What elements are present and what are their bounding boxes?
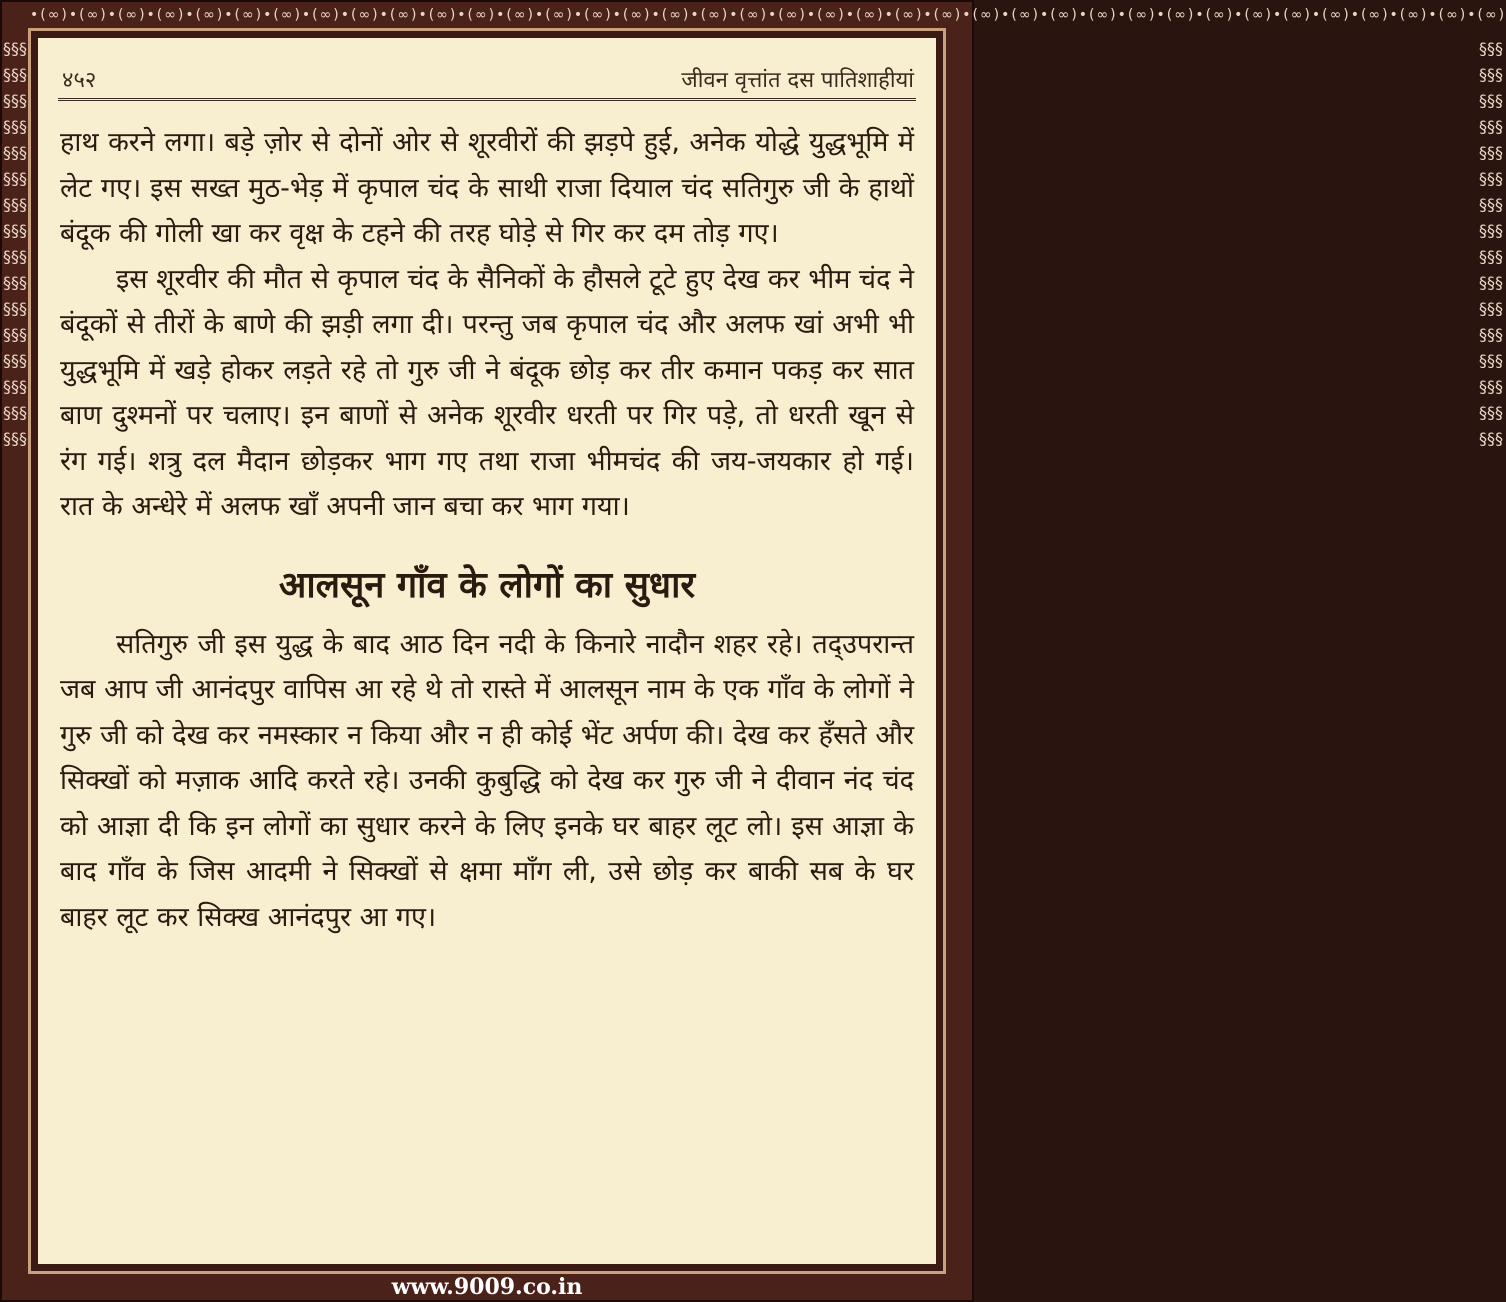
ornament-right: §§§§§§§§§§§§§§§§§§§§§§§§§§§§§§§§§§§§§§§§§§§§§§§§ <box>1479 39 1503 448</box>
paragraph: सतिगुरु जी इस युद्ध के बाद आठ दिन नदी के किनारे नादौन शहर रहे। तद्उपरान्त जब आप जी आनंदपुर वापिस आ रहे थे तो रास्ते में आलसून नाम के एक गाँव के लोगों ने गुरु जी को देख कर नमस्कार न किया और न ही कोई भेंट अर्पण की। देख कर हँसते और सिक्खों को मज़ाक आदि करते रहे। उनकी कुबुद्धि को देख कर गुरु जी ने दीवान नंद चंद को आज्ञा दी कि इन लोगों का सुधार करने के लिए इनके घर बाहर लूट लो। इस आज्ञा के बाद गाँव के जिस आदमी ने सिक्खों से क्षमा माँग ली, उसे छोड़ कर बाकी सब के घर बाहर लूट कर सिक्ख आनंदपुर आ गए। <box>60 628 914 933</box>
page-number: ४५२ <box>62 68 97 93</box>
paragraph: इस शूरवीर की मौत से कृपाल चंद के सैनिकों के हौसले टूटे हुए देख कर भीम चंद ने बंदूकों से तीरों के बाणे की झड़ी लगा दी। परन्तु जब कृपाल चंद और अलफ खां अभी भी युद्धभूमि में खड़े होकर लड़ते रहे तो गुरु जी ने बंदूक छोड़ कर तीर कमान पकड़ कर सात बाण दुश्मनों पर चलाए। इन बाणों से अनेक शूरवीर धरती पर गिर पड़े, तो धरती खून से रंग गई। शत्रु दल मैदान छोड़कर भाग गए तथा राजा भीमचंद की जय-जयकार हो गई। रात के अन्धेरे में अलफ खाँ अपनी जान बचा कर भाग गया। <box>60 263 914 522</box>
website-url: www.9009.co.in <box>391 1274 583 1300</box>
body-text <box>60 120 914 940</box>
ornament-left: §§§§§§§§§§§§§§§§§§§§§§§§§§§§§§§§§§§§§§§§§§§§§§§§ <box>3 39 27 448</box>
paragraph: हाथ करने लगा। बड़े ज़ोर से दोनों ओर से शूरवीरों की झड़पे हुई, अनेक योद्धे युद्धभूमि में लेट गए। इस सख्त मुठ-भेड़ में कृपाल चंद के साथी राजा दियाल चंद सतिगुरु जी के हाथों बंदूक की गोली खा कर वृक्ष के टहने की तरह घोड़े से गिर कर दम तोड़ गए। <box>60 127 914 249</box>
section-heading: आलसून गाँव के लोगों का सुधार <box>278 564 696 606</box>
running-title: जीवन वृत्तांत दस पातिशाहीयां <box>681 68 914 93</box>
page-header <box>58 56 916 101</box>
book-page <box>38 38 936 1264</box>
ornament-top: •(∞)•(∞)•(∞)•(∞)•(∞)•(∞)•(∞)•(∞)•(∞)•(∞)•(∞)•(∞)•(∞)•(∞)•(∞)•(∞)•(∞)•(∞)•(∞)•(∞)•(∞)•(∞)•(∞)•(∞)•(∞)•(∞)•(∞)•(∞)•(∞)•(∞)•(∞)•(∞)•(∞)•(∞)•(∞)•(∞)•(∞)•(∞) <box>30 7 1506 23</box>
